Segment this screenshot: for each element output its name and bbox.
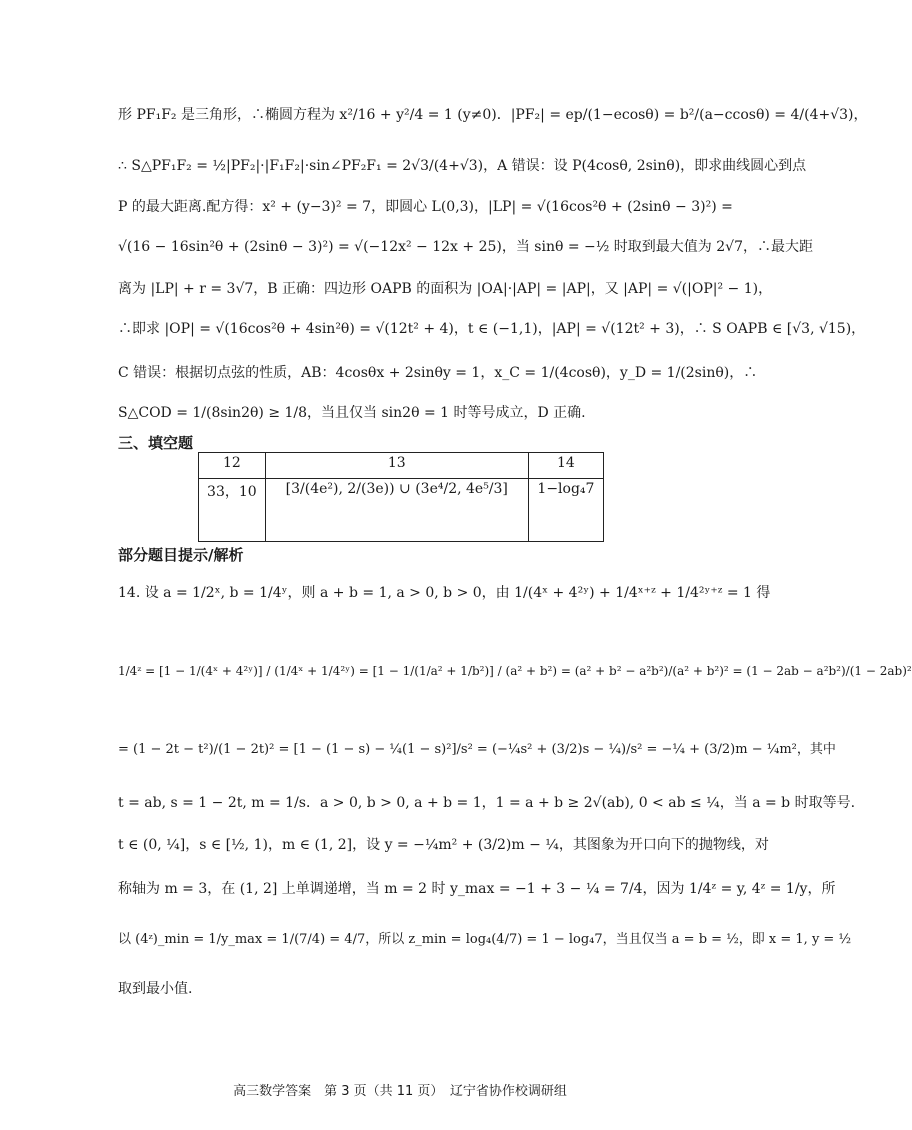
- section-heading-fill: 三、填空题: [118, 434, 194, 452]
- paragraph-line-2: ∴ S△PF₁F₂ = ½|PF₂|·|F₁F₂|·sin∠PF₂F₁ = 2√3/(4+√3)，A 错误：设 P(4cosθ, 2sinθ)，即求曲线圆心到点: [118, 158, 807, 174]
- section-heading-hints: 部分题目提示/解析: [118, 546, 244, 564]
- solution-line-5: t ∈ (0, ¼]，s ∈ [½, 1)，m ∈ (1, 2]，设 y = −¼m² + (3/2)m − ¼，其图象为开口向下的抛物线，对: [118, 837, 769, 853]
- solution-line-4: t = ab, s = 1 − 2t, m = 1/s．a > 0, b > 0, a + b = 1，1 = a + b ≥ 2√(ab), 0 < ab ≤ ¼，当 a = b 时取等号.: [118, 795, 856, 811]
- paragraph-line-4: √(16 − 16sin²θ + (2sinθ − 3)²) = √(−12x² − 12x + 25)，当 sinθ = −½ 时取到最大值为 2√7，∴最大距: [118, 239, 813, 255]
- answer-14: 1−log₄7: [528, 479, 603, 542]
- answer-12: 33，10: [199, 479, 266, 542]
- paragraph-line-7: C 错误：根据切点弦的性质，AB：4cosθx + 2sinθy = 1，x_C = 1/(4cosθ)，y_D = 1/(2sinθ)，∴: [118, 365, 758, 381]
- solution-line-1: 14. 设 a = 1/2ˣ, b = 1/4ʸ，则 a + b = 1, a > 0, b > 0，由 1/(4ˣ + 4²ʸ) + 1/4ˣ⁺ᶻ + 1/4²ʸ⁺ᶻ = 1 得: [118, 585, 771, 601]
- table-header-12: 12: [199, 453, 266, 479]
- table-header-14: 14: [528, 453, 603, 479]
- solution-line-3: = (1 − 2t − t²)/(1 − 2t)² = [1 − (1 − s) − ¼(1 − s)²]/s² = (−¼s² + (3/2)s − ¼)/s² = −¼ + (3/2)m − ¼m²，其中: [118, 742, 836, 757]
- paragraph-line-3: P 的最大距离.配方得：x² + (y−3)² = 7，即圆心 L(0,3)，|LP| = √(16cos²θ + (2sinθ − 3)²) =: [118, 199, 733, 215]
- table-header-13: 13: [265, 453, 528, 479]
- page-footer: 高三数学答案 第 3 页（共 11 页） 辽宁省协作校调研组: [233, 1084, 567, 1099]
- paragraph-line-8: S△COD = 1/(8sin2θ) ≥ 1/8，当且仅当 sin2θ = 1 时等号成立，D 正确.: [118, 405, 586, 421]
- paragraph-line-6: ∴即求 |OP| = √(16cos²θ + 4sin²θ) = √(12t² + 4)，t ∈ (−1,1)，|AP| = √(12t² + 3)，∴ S OAPB ∈ [√3, √15)，: [118, 321, 866, 337]
- paragraph-line-5: 离为 |LP| + r = 3√7，B 正确：四边形 OAPB 的面积为 |OA|·|AP| = |AP|，又 |AP| = √(|OP|² − 1)，: [118, 281, 773, 297]
- solution-line-2: 1/4ᶻ = [1 − 1/(4ˣ + 4²ʸ)] / (1/4ˣ + 1/4²ʸ) = [1 − 1/(1/a² + 1/b²)] / (a² + b²) = (a² + b² − a²b²)/(a² + b²)² = (1 − 2ab − a²b²)/(1 − 2ab)²: [118, 664, 912, 678]
- solution-line-6: 称轴为 m = 3，在 (1, 2] 上单调递增，当 m = 2 时 y_max = −1 + 3 − ¼ = 7/4，因为 1/4ᶻ = y, 4ᶻ = 1/y，所: [118, 881, 836, 897]
- answer-13: [3/(4e²), 2/(3e)) ∪ (3e⁴/2, 4e⁵/3]: [265, 479, 528, 542]
- solution-line-8: 取到最小值.: [118, 981, 193, 997]
- solution-line-7: 以 (4ᶻ)_min = 1/y_max = 1/(7/4) = 4/7，所以 z_min = log₄(4/7) = 1 − log₄7，当且仅当 a = b = ½，即 x = 1, y = ½: [118, 932, 852, 947]
- paragraph-line-1: 形 PF₁F₂ 是三角形，∴椭圆方程为 x²/16 + y²/4 = 1 (y≠0)．|PF₂| = ep/(1−ecosθ) = b²/(a−ccosθ) = 4/(4+√3)，: [118, 107, 868, 123]
- answer-table: [198, 452, 604, 542]
